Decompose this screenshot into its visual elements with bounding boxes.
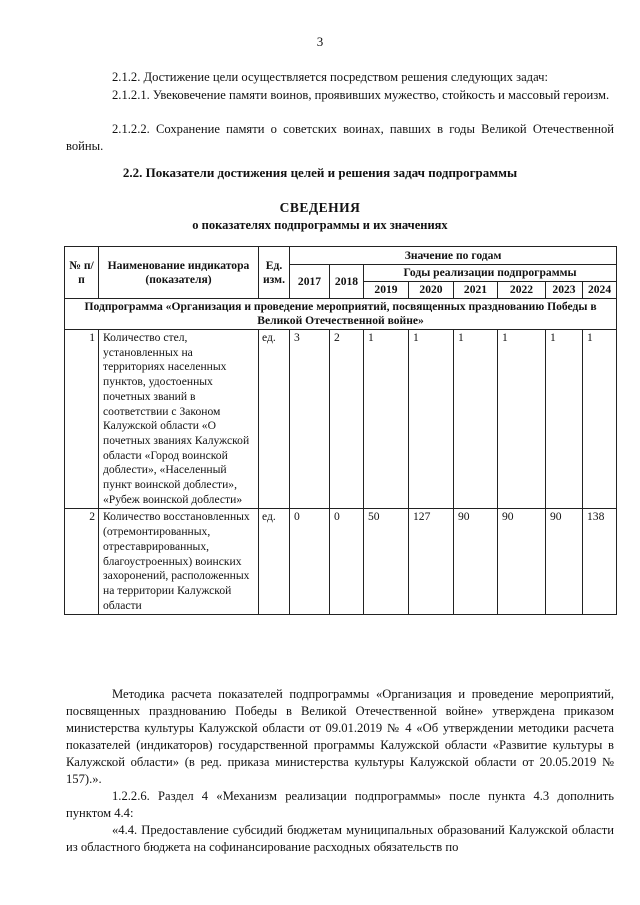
section-title: 2.2. Показатели достижения целей и решения задач подпрограммы <box>122 165 518 180</box>
section-4-amendment: 1.2.2.6. Раздел 4 «Механизм реализации подпрограммы» после пункта 4.3 дополнить пунктом 4.4: <box>66 789 614 820</box>
indicators-table <box>64 246 617 615</box>
row-value-2022: 1 <box>498 330 546 509</box>
row-value-2021: 1 <box>454 330 498 509</box>
row-value-2023: 1 <box>546 330 583 509</box>
row-number: 1 <box>65 330 99 509</box>
row-value-2018: 2 <box>330 330 364 509</box>
methodology-paragraph: Методика расчета показателей подпрограммы «Организация и проведение мероприятий, посвященных празднованию Победы в Великой Отечественной войне» утверждена приказом министерства культуры Калужской области от 09.01.2019 № 4 «Об утверждении методики расчета показателей (индикаторов) государственной программы Калужской области «Развитие культуры в Калужской области» (в ред. приказа министерства культуры Калужской области от 20.05.2019 № 157).». <box>66 687 614 786</box>
page-number: 3 <box>316 34 324 49</box>
header-year-2023: 2023 <box>546 282 583 299</box>
header-unit: Ед. изм. <box>259 247 290 299</box>
point-4-4-paragraph: «4.4. Предоставление субсидий бюджетам муниципальных образований Калужской области из областного бюджета на софинансирование расходных обязательств по <box>66 823 614 854</box>
header-values-by-year: Значение по годам <box>290 247 617 265</box>
intro-paragraph-2: 2.1.2.1. Увековечение памяти воинов, проявивших мужество, стойкость и массовый героизм. <box>112 88 610 102</box>
table-row <box>65 509 617 615</box>
header-year-2019: 2019 <box>364 282 409 299</box>
row-value-2020: 1 <box>409 330 454 509</box>
row-value-2023: 90 <box>546 509 583 615</box>
header-implementation-years: Годы реализации подпрограммы <box>364 265 617 282</box>
row-number: 2 <box>65 509 99 615</box>
row-value-2017: 3 <box>290 330 330 509</box>
header-year-2020: 2020 <box>409 282 454 299</box>
header-number: № п/п <box>65 247 99 299</box>
header-indicator-name: Наименование индикатора (показателя) <box>99 247 259 299</box>
row-value-2019: 1 <box>364 330 409 509</box>
intro-paragraph-3: 2.1.2.2. Сохранение памяти о советских воинах, павших в годы Великой Отечественной войны. <box>66 122 614 153</box>
row-value-2022: 90 <box>498 509 546 615</box>
row-indicator-name: Количество стел, установленных на территориях населенных пунктов, удостоенных почетных званий в соответствии с Законом Калужской области «О почетных званиях Калужской области «Город воинской доблести», «Населенный пункт воинской доблести», «Рубеж воинской доблести» <box>99 330 259 509</box>
subprogram-row: Подпрограмма «Организация и проведение мероприятий, посвященных празднованию Победы в Великой Отечественной войне» <box>65 299 617 330</box>
row-unit: ед. <box>259 509 290 615</box>
header-year-2022: 2022 <box>498 282 546 299</box>
row-unit: ед. <box>259 330 290 509</box>
header-year-2017: 2017 <box>290 265 330 299</box>
header-year-2024: 2024 <box>583 282 617 299</box>
header-year-2021: 2021 <box>454 282 498 299</box>
row-indicator-name: Количество восстановленных (отремонтированных, отреставрированных, благоустроенных) воинских захоронений, расположенных на территории Калужской области <box>99 509 259 615</box>
table-title: СВЕДЕНИЯ <box>279 200 361 215</box>
header-year-2018: 2018 <box>330 265 364 299</box>
row-value-2017: 0 <box>290 509 330 615</box>
row-value-2024: 138 <box>583 509 617 615</box>
row-value-2024: 1 <box>583 330 617 509</box>
row-value-2020: 127 <box>409 509 454 615</box>
table-row <box>65 330 617 509</box>
row-value-2019: 50 <box>364 509 409 615</box>
row-value-2018: 0 <box>330 509 364 615</box>
intro-paragraph-1: 2.1.2. Достижение цели осуществляется посредством решения следующих задач: <box>112 70 548 84</box>
row-value-2021: 90 <box>454 509 498 615</box>
table-subtitle: о показателях подпрограммы и их значениях <box>192 218 448 232</box>
